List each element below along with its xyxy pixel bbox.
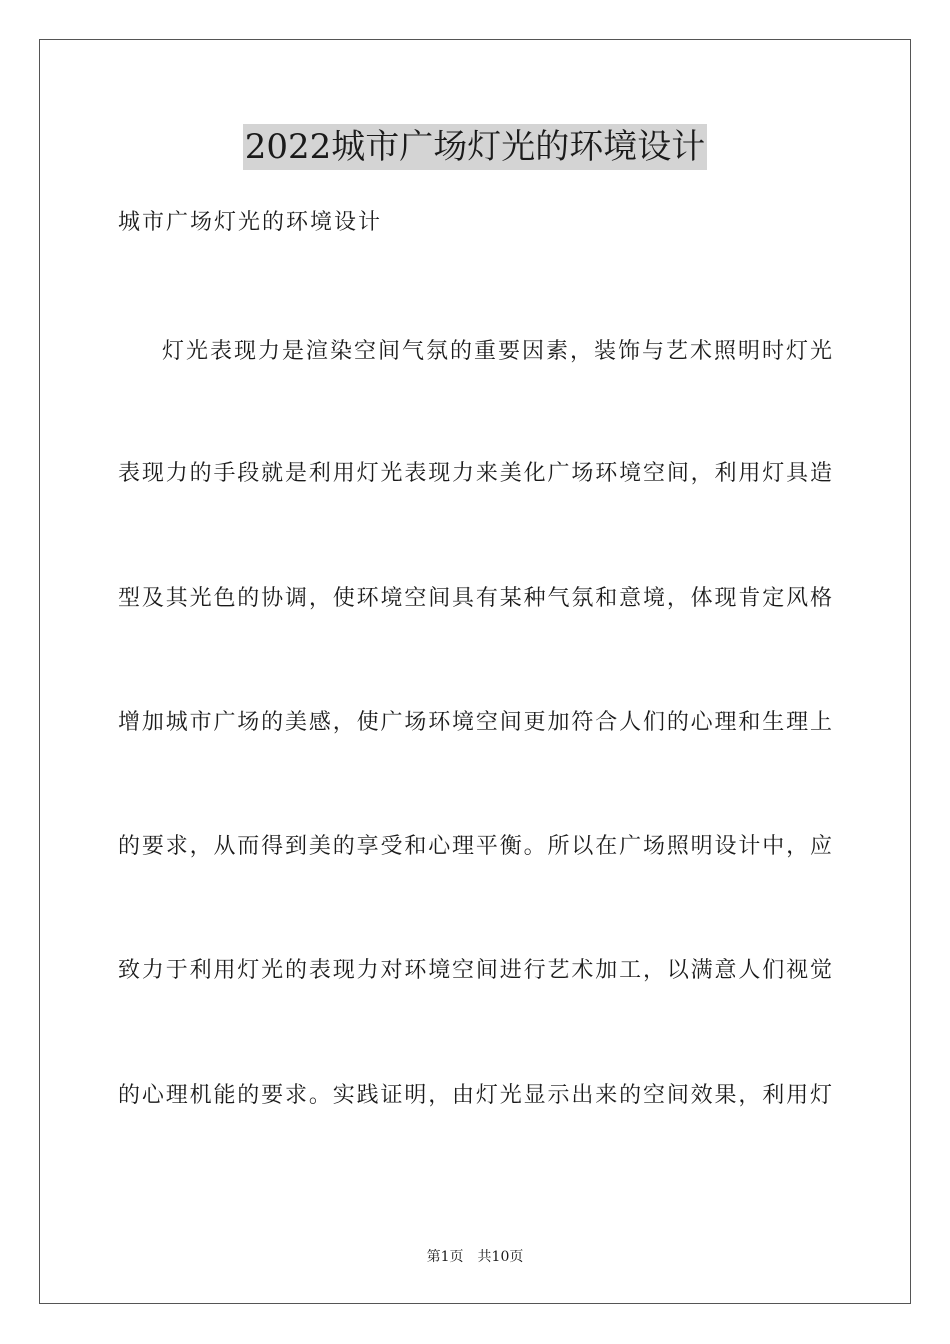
paragraph-line: 致力于利用灯光的表现力对环境空间进行艺术加工，以满意人们视觉 [118, 958, 832, 983]
paragraph-line: 灯光表现力是渲染空间气氛的重要因素，装饰与艺术照明时灯光 [162, 339, 832, 364]
page-total: 共10页 [477, 1249, 524, 1265]
document-title [0, 124, 950, 170]
paragraph-line: 型及其光色的协调，使环境空间具有某种气氛和意境，体现肯定风格 [118, 586, 832, 611]
paragraph-line: 的要求，从而得到美的享受和心理平衡。所以在广场照明设计中，应 [118, 834, 832, 859]
page-number: 第1页 [426, 1249, 464, 1265]
document-subtitle: 城市广场灯光的环境设计 [118, 210, 383, 235]
document-title-text: 2022城市广场灯光的环境设计 [243, 124, 708, 170]
paragraph-line: 的心理机能的要求。实践证明，由灯光显示出来的空间效果，利用灯 [118, 1083, 832, 1108]
paragraph-line: 增加城市广场的美感，使广场环境空间更加符合人们的心理和生理上 [118, 710, 832, 735]
paragraph-line: 表现力的手段就是利用灯光表现力来美化广场环境空间，利用灯具造 [118, 461, 832, 486]
page-footer [0, 1247, 950, 1267]
